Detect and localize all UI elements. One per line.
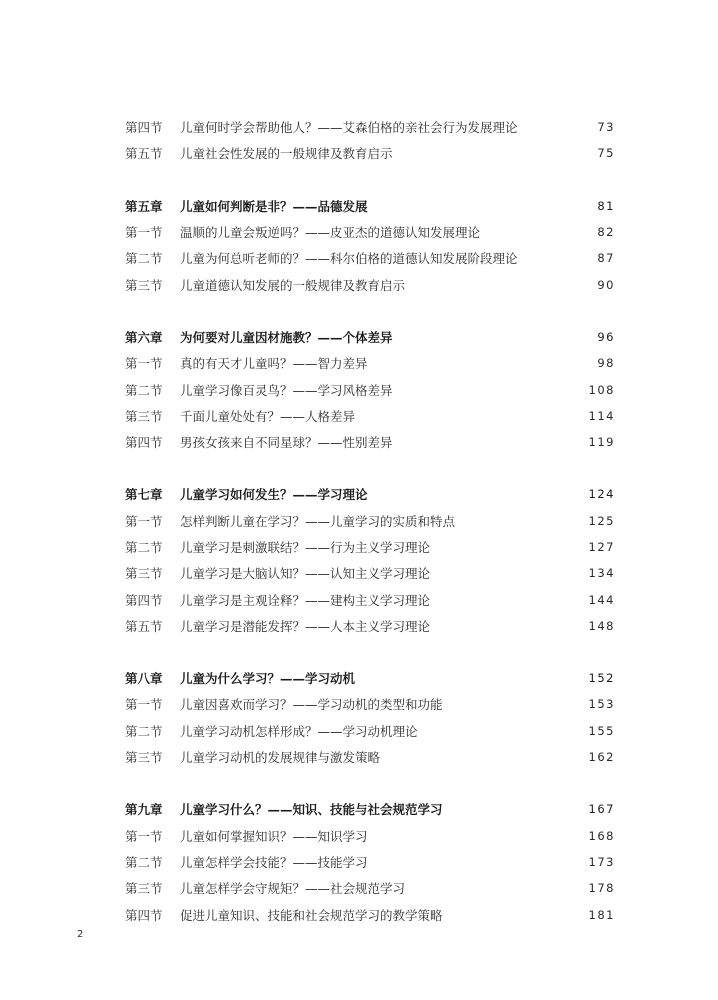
entry-label: 第一节 — [125, 356, 163, 372]
chapter-label: 第九章 — [125, 802, 163, 818]
entry-title: 儿童何时学会帮助他人？——艾森伯格的亲社会行为发展理论 — [180, 120, 518, 136]
entry-label: 第三节 — [125, 750, 163, 766]
toc-section-entry[interactable] — [125, 429, 615, 455]
chapter-spacer — [125, 770, 615, 796]
entry-title: 儿童学习是潜能发挥？——人本主义学习理论 — [180, 618, 431, 634]
toc-chapter-entry[interactable] — [125, 324, 615, 350]
entry-title: 儿童学习像百灵鸟？——学习风格差异 — [180, 382, 393, 398]
toc-section-entry[interactable] — [125, 271, 615, 297]
entry-label: 第三节 — [125, 881, 163, 897]
entry-page-number: 73 — [597, 120, 615, 135]
entry-label: 第五节 — [125, 618, 163, 634]
entry-title: 儿童学习动机的发展规律与激发策略 — [180, 750, 381, 766]
page-folio-number: 2 — [77, 929, 84, 940]
entry-label: 第五节 — [125, 146, 163, 162]
entry-label: 第三节 — [125, 408, 163, 424]
chapter-spacer — [125, 167, 615, 193]
toc-section-entry[interactable] — [125, 140, 615, 166]
chapter-title: 儿童为什么学习？——学习动机 — [180, 671, 356, 687]
entry-label: 第二节 — [125, 854, 163, 870]
toc-section-entry[interactable] — [125, 219, 615, 245]
entry-label: 第二节 — [125, 540, 163, 555]
entry-title: 儿童学习是大脑认知？——认知主义学习理论 — [180, 566, 431, 582]
entry-title: 促进儿童知识、技能和社会规范学习的教学策略 — [180, 907, 443, 923]
entry-label: 第二节 — [125, 382, 163, 398]
chapter-page-number: 81 — [597, 198, 615, 213]
entry-page-number: 148 — [588, 618, 615, 633]
entry-page-number: 155 — [588, 723, 615, 738]
chapter-title: 儿童如何判断是非？——品德发展 — [180, 198, 368, 214]
entry-title: 儿童社会性发展的一般规律及教育启示 — [180, 146, 393, 162]
entry-title: 男孩女孩来自不同星球？——性别差异 — [180, 435, 393, 451]
entry-page-number: 153 — [588, 697, 615, 712]
toc-section-entry[interactable] — [125, 245, 615, 271]
entry-title: 儿童学习是主观诠释？——建构主义学习理论 — [180, 592, 431, 608]
entry-page-number: 119 — [588, 435, 615, 450]
entry-page-number: 90 — [597, 277, 615, 292]
toc-chapter-entry[interactable] — [125, 193, 615, 219]
toc-section-entry[interactable] — [125, 901, 615, 927]
entry-page-number: 162 — [588, 750, 615, 765]
entry-title: 千面儿童处处有？——人格差异 — [180, 408, 356, 424]
entry-page-number: 178 — [588, 881, 615, 896]
toc-section-entry[interactable] — [125, 403, 615, 429]
chapter-label: 第八章 — [125, 671, 163, 687]
entry-title: 儿童道德认知发展的一般规律及教育启示 — [180, 277, 406, 293]
entry-label: 第四节 — [125, 907, 163, 923]
chapter-page-number: 96 — [597, 329, 615, 344]
entry-page-number: 125 — [588, 513, 615, 528]
entry-page-number: 114 — [588, 408, 615, 423]
toc-chapter-entry[interactable] — [125, 796, 615, 822]
chapter-title: 儿童学习什么？——知识、技能与社会规范学习 — [180, 802, 443, 818]
entry-label: 第一节 — [125, 697, 163, 713]
entry-label: 第四节 — [125, 592, 163, 608]
entry-page-number: 108 — [588, 382, 615, 397]
entry-page-number: 98 — [597, 356, 615, 371]
entry-title: 儿童因喜欢而学习？——学习动机的类型和功能 — [180, 697, 443, 713]
chapter-page-number: 152 — [588, 671, 615, 686]
entry-label: 第二节 — [125, 723, 163, 739]
chapter-label: 第七章 — [125, 487, 163, 503]
entry-page-number: 181 — [588, 907, 615, 922]
toc-section-entry[interactable] — [125, 534, 615, 560]
toc-section-entry[interactable] — [125, 718, 615, 744]
entry-page-number: 127 — [588, 540, 615, 554]
table-of-contents — [125, 114, 615, 928]
toc-section-entry[interactable] — [125, 744, 615, 770]
entry-title: 儿童为何总听老师的？——科尔伯格的道德认知发展阶段理论 — [180, 251, 518, 267]
chapter-label: 第六章 — [125, 329, 163, 345]
chapter-label: 第五章 — [125, 198, 163, 214]
entry-page-number: 87 — [597, 251, 615, 266]
entry-title: 怎样判断儿童在学习？——儿童学习的实质和特点 — [180, 513, 456, 529]
toc-chapter-entry[interactable] — [125, 481, 615, 507]
entry-label: 第三节 — [125, 277, 163, 293]
entry-title: 儿童怎样学会技能？——技能学习 — [180, 854, 368, 870]
entry-label: 第二节 — [125, 251, 163, 267]
entry-title: 儿童如何掌握知识？——知识学习 — [180, 828, 368, 844]
entry-label: 第四节 — [125, 435, 163, 451]
toc-section-entry[interactable] — [125, 691, 615, 717]
toc-section-entry[interactable] — [125, 875, 615, 901]
chapter-spacer — [125, 455, 615, 481]
toc-section-entry[interactable] — [125, 823, 615, 849]
entry-page-number: 173 — [588, 854, 615, 869]
entry-label: 第一节 — [125, 513, 163, 529]
toc-section-entry[interactable] — [125, 586, 615, 612]
entry-label: 第一节 — [125, 828, 163, 844]
entry-label: 第一节 — [125, 225, 163, 241]
chapter-title: 为何要对儿童因材施教？——个体差异 — [180, 329, 393, 345]
entry-page-number: 144 — [588, 592, 615, 607]
entry-page-number: 82 — [597, 225, 615, 240]
entry-label: 第三节 — [125, 566, 163, 582]
toc-section-entry[interactable] — [125, 114, 615, 140]
chapter-title: 儿童学习如何发生？——学习理论 — [180, 487, 368, 503]
toc-section-entry[interactable] — [125, 350, 615, 376]
chapter-page-number: 167 — [588, 802, 615, 817]
entry-title: 真的有天才儿童吗？——智力差异 — [180, 356, 368, 372]
chapter-spacer — [125, 639, 615, 665]
toc-section-entry[interactable] — [125, 508, 615, 534]
entry-title: 儿童学习动机怎样形成？——学习动机理论 — [180, 723, 418, 739]
chapter-page-number: 124 — [588, 487, 615, 502]
toc-chapter-entry[interactable] — [125, 665, 615, 691]
entry-label: 第四节 — [125, 120, 163, 136]
toc-section-entry[interactable] — [125, 376, 615, 402]
entry-page-number: 134 — [588, 566, 615, 581]
entry-title: 儿童学习是刺激联结？——行为主义学习理论 — [180, 540, 431, 555]
entry-title: 儿童怎样学会守规矩？——社会规范学习 — [180, 881, 406, 897]
chapter-spacer — [125, 298, 615, 324]
entry-page-number: 168 — [588, 828, 615, 843]
toc-section-entry[interactable] — [125, 613, 615, 639]
entry-page-number: 75 — [597, 146, 615, 161]
toc-section-entry[interactable] — [125, 849, 615, 875]
entry-title: 温顺的儿童会叛逆吗？——皮亚杰的道德认知发展理论 — [180, 225, 481, 241]
toc-section-entry[interactable] — [125, 560, 615, 586]
